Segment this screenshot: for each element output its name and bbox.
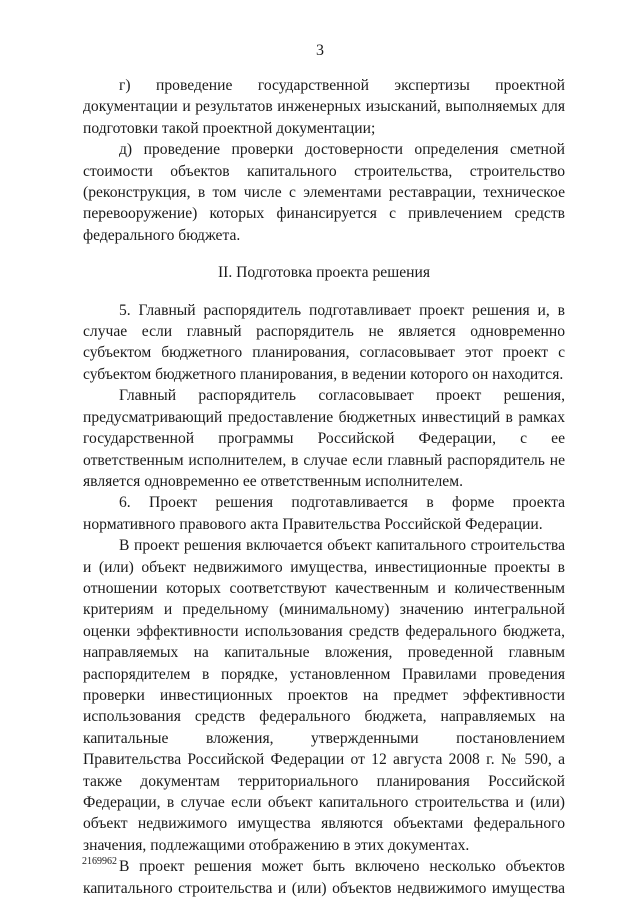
- paragraph-6-inclusion: В проект решения включается объект капитального строительства и (или) объект недвижимого имущества, инвестиционные проекты в отношении которых соответствуют качественным и количественным критериям и предельному (минимальному) значению интегральной оценки эффективности использования средств федерального бюджета, направляемых на капитальные вложения, проведенной главным распорядителем в порядке, установленном Правилами проведения проверки инвестиционных проектов на предмет эффективности использования средств федерального бюджета, направляемых на капитальные вложения, утвержденными постановлением Правительства Российской Федерации от 12 августа 2008 г. № 590, а также документам территориального планирования Российской Федерации, в случае если объект капитального строительства и (или) объект недвижимого имущества являются объектами федерального значения, подлежащими отображению в этих документах.: [83, 537, 565, 854]
- section-heading: II. Подготовка проекта решения: [217, 264, 430, 282]
- paragraph-6: 6. Проект решения подготавливается в форме проекта нормативного правового акта Правительства Российской Федерации.: [83, 494, 565, 533]
- paragraph-g: г) проведение государственной экспертизы проектной документации и результатов инженерных изысканий, выполняемых для подготовки такой проектной документации;: [83, 77, 565, 137]
- page-number: 3: [316, 42, 324, 59]
- paragraph-5: 5. Главный распорядитель подготавливает проект решения и, в случае если главный распорядитель не является одновременно субъектом бюджетного планирования, согласовывает этот проект с субъектом бюджетного планирования, в ведении которого он находится.: [83, 301, 565, 383]
- paragraph-d: д) проведение проверки достоверности определения сметной стоимости объектов капитального строительства, строительство (реконструкция, в том числе с элементами реставрации, техническое перевооружение) которых финансируется с привлечением средств федерального бюджета.: [83, 141, 565, 244]
- document-code: 2169962: [82, 856, 117, 867]
- paragraph-6-multiple-objects: В проект решения может быть включено несколько объектов капитального строительства и (или) объектов недвижимого имущества: [83, 858, 565, 897]
- document-body: [83, 75, 565, 899]
- paragraph-5-approval: Главный распорядитель согласовывает проект решения, предусматривающий предоставление бюджетных инвестиций в рамках государственной программы Российской Федерации, с ее ответственным исполнителем, в случае если главный распорядитель не является одновременно ее ответственным исполнителем.: [83, 387, 565, 490]
